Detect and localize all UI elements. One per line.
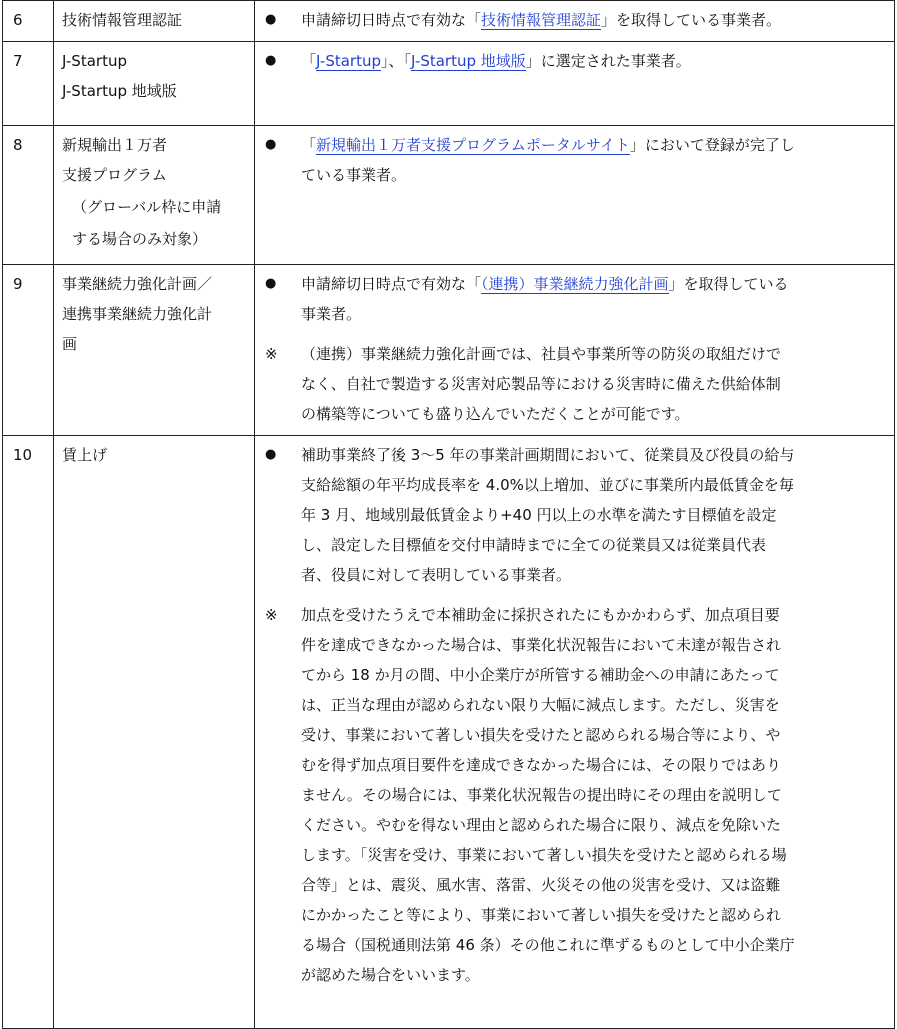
text-line: [301, 339, 884, 369]
requirement-content: [255, 1, 894, 41]
requirement-content: [255, 265, 894, 435]
item-name-cell: [54, 436, 255, 1029]
text-segment: 」を取得している事業者。: [601, 11, 782, 29]
reference-link[interactable]: （連携）事業継続力強化計画: [481, 275, 669, 293]
table-row: [3, 126, 895, 265]
item-name: [54, 42, 254, 106]
bullet-icon: ●: [265, 137, 277, 152]
text-line: [301, 130, 884, 160]
text-segment: 件を達成できなかった場合は、事業化状況報告において未達が報告され: [301, 636, 782, 654]
text-line: [301, 500, 884, 530]
bullet-paragraph: [265, 5, 884, 35]
requirement-cell: [255, 265, 895, 436]
text-line: [301, 369, 884, 399]
row-number-cell: [3, 265, 54, 436]
text-segment: 「: [301, 52, 317, 70]
bullet-icon: ●: [265, 276, 277, 291]
reference-link[interactable]: 技術情報管理認証: [481, 11, 602, 29]
text-line: [301, 810, 884, 840]
text-segment: 補助事業終了後 3～5 年の事業計画期間において、従業員及び役員の給与: [301, 446, 795, 464]
text-segment: むを得ず加点項目要件を達成できなかった場合には、その限りではあり: [301, 756, 782, 774]
requirement-content: [255, 42, 894, 82]
row-number: 6: [13, 11, 23, 29]
text-segment: ません。その場合には、事業化状況報告の提出時にその理由を説明して: [301, 786, 782, 804]
row-number-cell: [3, 436, 54, 1029]
text-line: [301, 440, 884, 470]
text-line: [301, 690, 884, 720]
bullet-paragraph: [265, 440, 884, 590]
item-name-cell: [54, 1, 255, 42]
text-segment: します。「災害を受け、事業において著しい損失を受けたと認められる場: [301, 846, 787, 864]
text-line: [301, 630, 884, 660]
text-segment: し、設定した目標値を交付申請時までに全ての従業員又は従業員代表: [301, 536, 767, 554]
row-number: 8: [13, 136, 23, 154]
text-segment: ている事業者。: [301, 166, 407, 184]
bullet-icon: ●: [265, 447, 277, 462]
note-paragraph: [265, 600, 884, 990]
text-line: [301, 720, 884, 750]
requirement-cell: [255, 1, 895, 42]
text-segment: 支給総額の年平均成長率を 4.0%以上増加、並びに事業所内最低賃金を毎: [301, 476, 794, 494]
table-body: [3, 1, 895, 1029]
text-segment: 」に選定された事業者。: [525, 52, 691, 70]
text-line: [301, 560, 884, 590]
reference-mark-icon: ※: [265, 345, 278, 363]
text-line: [301, 780, 884, 810]
paragraph-text: [301, 46, 884, 76]
text-line: [301, 530, 884, 560]
table-row: [3, 1, 895, 42]
reference-mark-icon: ※: [265, 606, 278, 624]
text-segment: が認めた場合をいいます。: [301, 966, 480, 984]
item-name: [54, 126, 254, 254]
text-line: [301, 160, 884, 190]
requirement-cell: [255, 436, 895, 1029]
paragraph-text: [301, 600, 884, 990]
requirement-cell: [255, 126, 895, 265]
text-segment: てから 18 か月の間、中小企業庁が所管する補助金への申請にあたって: [301, 666, 780, 684]
item-name-line: 連携事業継続力強化計: [62, 305, 213, 323]
item-name-line: 賃上げ: [62, 446, 108, 464]
bullet-icon: ●: [265, 53, 277, 68]
text-segment: ください。やむを得ない理由と認められた場合に限り、減点を免除いた: [301, 816, 782, 834]
bullet-paragraph: [265, 46, 884, 76]
text-line: [301, 269, 884, 299]
text-line: [301, 870, 884, 900]
text-line: [301, 399, 884, 429]
item-name-line: J-Startup: [62, 52, 127, 70]
row-number-cell: [3, 42, 54, 126]
item-name-cell: [54, 265, 255, 436]
row-number-cell: [3, 126, 54, 265]
text-segment: 申請締切日時点で有効な「: [301, 275, 482, 293]
item-name-line: 新規輸出１万者: [62, 136, 168, 154]
table-row: [3, 42, 895, 126]
requirement-cell: [255, 42, 895, 126]
text-segment: 申請締切日時点で有効な「: [301, 11, 482, 29]
text-segment: 」、「: [381, 52, 412, 70]
paragraph-text: [301, 130, 884, 190]
paragraph-text: [301, 440, 884, 590]
text-segment: の構築等についても盛り込んでいただくことが可能です。: [301, 405, 690, 423]
item-note-line: する場合のみ対象）: [72, 230, 208, 248]
item-name: [54, 265, 254, 359]
text-segment: 合等」とは、震災、風水害、落雷、火災その他の災害を受け、又は盗難: [301, 876, 781, 894]
text-segment: 受け、事業において著しい損失を受けたと認められる場合等により、や: [301, 726, 781, 744]
text-line: [301, 299, 884, 329]
text-segment: 」において登録が完了し: [629, 136, 795, 154]
paragraph-text: [301, 339, 884, 429]
text-line: [301, 46, 884, 76]
requirement-content: [255, 436, 894, 996]
table-row: [3, 265, 895, 436]
bullet-paragraph: [265, 130, 884, 190]
item-name-cell: [54, 42, 255, 126]
item-name-line: 支援プログラム: [62, 166, 167, 184]
text-line: [301, 840, 884, 870]
item-name-line: J-Startup 地域版: [62, 82, 177, 100]
item-note-line: （グローバル枠に申請: [72, 198, 222, 216]
text-segment: る場合（国税通則法第 46 条）その他これに準ずるものとして中小企業庁: [301, 936, 795, 954]
text-segment: 「: [301, 136, 317, 154]
reference-link[interactable]: J-Startup 地域版: [411, 52, 526, 70]
item-name: [54, 1, 254, 35]
requirement-content: [255, 126, 894, 196]
text-line: [301, 750, 884, 780]
requirements-table: [2, 0, 895, 1029]
text-segment: 年 3 月、地域別最低賃金より+40 円以上の水準を満たす目標値を設定: [301, 506, 777, 524]
item-name-line: 技術情報管理認証: [62, 11, 183, 29]
text-line: [301, 600, 884, 630]
note-paragraph: [265, 339, 884, 429]
item-name-line: 画: [62, 335, 78, 353]
item-name-line: 事業継続力強化計画／: [62, 275, 213, 293]
text-line: [301, 5, 884, 35]
text-segment: 者、役員に対して表明している事業者。: [301, 566, 572, 584]
row-number: 10: [13, 446, 33, 464]
text-line: [301, 470, 884, 500]
text-segment: 事業者。: [301, 305, 362, 323]
text-segment: 」を取得している: [668, 275, 789, 293]
bullet-paragraph: [265, 269, 884, 329]
paragraph-text: [301, 269, 884, 329]
table-row: [3, 436, 895, 1029]
text-segment: は、正当な理由が認められない限り大幅に減点します。ただし、災害を: [301, 696, 780, 714]
row-number: 9: [13, 275, 23, 293]
text-line: [301, 960, 884, 990]
row-number: 7: [13, 52, 23, 70]
item-name: [54, 436, 254, 470]
text-line: [301, 900, 884, 930]
reference-link[interactable]: 新規輸出１万者支援プログラムポータルサイト: [316, 136, 630, 154]
text-line: [301, 930, 884, 960]
paragraph-text: [301, 5, 884, 35]
text-line: [301, 660, 884, 690]
reference-link[interactable]: J-Startup: [316, 52, 381, 70]
item-name-cell: [54, 126, 255, 265]
text-segment: 加点を受けたうえで本補助金に採択されたにもかかわらず、加点項目要: [301, 606, 780, 624]
text-segment: にかかったこと等により、事業において著しい損失を受けたと認められ: [301, 906, 782, 924]
text-segment: なく、自社で製造する災害対応製品等における災害時に備えた供給体制: [301, 375, 781, 393]
text-segment: （連携）事業継続力強化計画では、社員や事業所等の防災の取組だけで: [301, 345, 782, 363]
row-number-cell: [3, 1, 54, 42]
bullet-icon: ●: [265, 12, 277, 27]
